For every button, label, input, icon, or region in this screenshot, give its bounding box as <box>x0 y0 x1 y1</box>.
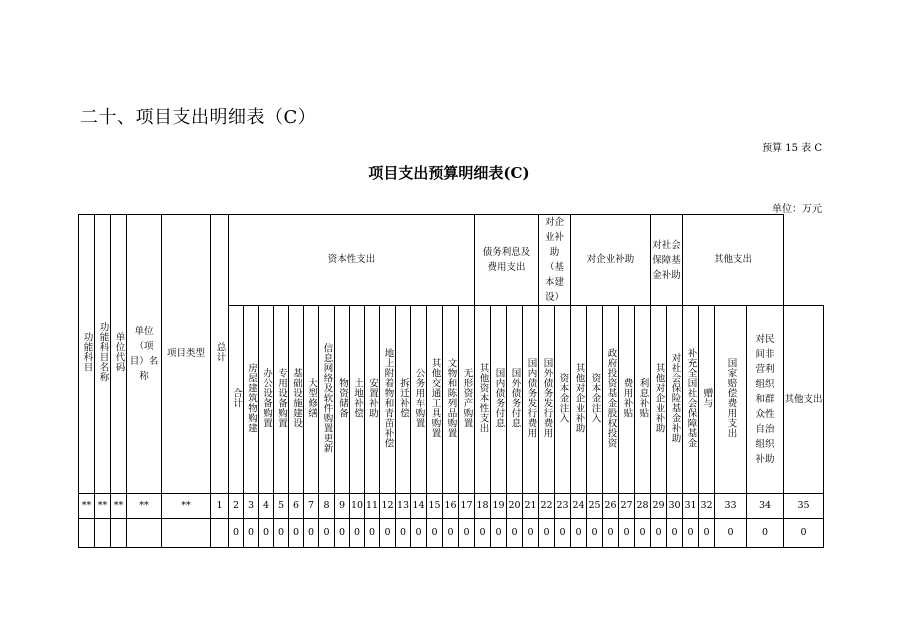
data-cell: 0 <box>380 519 396 548</box>
col-header: 政府投资基金股权投资 <box>603 306 619 494</box>
index-cell: 23 <box>555 494 571 519</box>
index-cell: 12 <box>380 494 396 519</box>
index-cell: 18 <box>475 494 491 519</box>
index-cell: 11 <box>365 494 380 519</box>
group-ent-capital: 对企业补助（基本建设） <box>539 215 571 306</box>
col-header: 办公设备购置 <box>259 306 274 494</box>
data-cell: 0 <box>244 519 259 548</box>
index-cell: 24 <box>571 494 587 519</box>
data-cell: 0 <box>784 519 824 548</box>
index-cell: 3 <box>244 494 259 519</box>
data-cell: 0 <box>539 519 555 548</box>
index-cell: 27 <box>619 494 635 519</box>
data-cell: 0 <box>289 519 304 548</box>
data-cell: 0 <box>459 519 475 548</box>
data-cell: 0 <box>603 519 619 548</box>
data-cell <box>95 519 111 548</box>
index-cell: 32 <box>699 494 715 519</box>
index-cell: 35 <box>784 494 824 519</box>
col-header: 国外债务付息 <box>507 306 523 494</box>
col-header: 信息网络及软件购置更新 <box>319 306 335 494</box>
index-cell: 19 <box>491 494 507 519</box>
index-cell: 13 <box>396 494 411 519</box>
data-cell: 0 <box>350 519 365 548</box>
col-header: 资本金注入 <box>555 306 571 494</box>
data-cell: 0 <box>587 519 603 548</box>
data-cell: 0 <box>229 519 244 548</box>
index-cell: 34 <box>747 494 784 519</box>
col-header: 利息补贴 <box>635 306 651 494</box>
index-cell: ** <box>162 494 211 519</box>
col-header: 合计 <box>229 306 244 494</box>
data-cell: 0 <box>491 519 507 548</box>
unit-label: 单位：万元 <box>772 204 822 215</box>
index-cell: 31 <box>683 494 699 519</box>
data-cell: 0 <box>571 519 587 548</box>
index-cell: ** <box>95 494 111 519</box>
index-cell: 6 <box>289 494 304 519</box>
col-header: 其他对企业补助 <box>571 306 587 494</box>
data-cell <box>162 519 211 548</box>
data-cell: 0 <box>259 519 274 548</box>
index-cell: 4 <box>259 494 274 519</box>
header-project-type: 项目类型 <box>162 215 211 494</box>
index-cell: 28 <box>635 494 651 519</box>
col-header: 物资储备 <box>335 306 350 494</box>
col-header: 对社会保险基金补助 <box>667 306 683 494</box>
data-cell <box>211 519 229 548</box>
index-cell: 9 <box>335 494 350 519</box>
col-header: 国内债务发行费用 <box>523 306 539 494</box>
index-cell: 29 <box>651 494 667 519</box>
index-cell: 7 <box>304 494 319 519</box>
index-cell: ** <box>111 494 127 519</box>
index-cell: 8 <box>319 494 335 519</box>
section-title: 二十、项目支出明细表（C） <box>80 107 317 128</box>
col-header: 地上附着物和青苗补偿 <box>380 306 396 494</box>
group-other: 其他支出 <box>683 215 784 306</box>
data-cell: 0 <box>683 519 699 548</box>
col-header: 公务用车购置 <box>411 306 427 494</box>
data-cell: 0 <box>319 519 335 548</box>
col-header: 其他支出 <box>784 306 824 494</box>
index-cell: 2 <box>229 494 244 519</box>
data-cell <box>111 519 127 548</box>
header-func-code: 功能科目 <box>79 215 95 494</box>
col-header: 赠与 <box>699 306 715 494</box>
col-header: 其他对企业补助 <box>651 306 667 494</box>
col-header: 对民间非营利组织和群众性自治组织补助 <box>747 306 784 494</box>
group-debt: 债务利息及费用支出 <box>475 215 539 306</box>
data-cell: 0 <box>555 519 571 548</box>
data-cell: 0 <box>304 519 319 548</box>
index-cell: 1 <box>211 494 229 519</box>
data-cell: 0 <box>667 519 683 548</box>
index-cell: 30 <box>667 494 683 519</box>
index-cell: 33 <box>715 494 747 519</box>
data-cell: 0 <box>443 519 459 548</box>
header-func-name: 功能科目名称 <box>95 215 111 494</box>
data-cell: 0 <box>365 519 380 548</box>
header-unit-code: 单位代码 <box>111 215 127 494</box>
index-cell: 26 <box>603 494 619 519</box>
data-cell: 0 <box>274 519 289 548</box>
index-cell: 22 <box>539 494 555 519</box>
col-header: 资本金注入 <box>587 306 603 494</box>
data-cell: 0 <box>651 519 667 548</box>
data-cell: 0 <box>475 519 491 548</box>
col-header: 补充全国社会保障基金 <box>683 306 699 494</box>
col-header: 拆迁补偿 <box>396 306 411 494</box>
data-cell: 0 <box>619 519 635 548</box>
group-social: 对社会保障基金补助 <box>651 215 683 306</box>
index-row <box>79 494 824 519</box>
index-cell: 17 <box>459 494 475 519</box>
col-header: 基础设施建设 <box>289 306 304 494</box>
data-cell: 0 <box>396 519 411 548</box>
budget-table <box>78 214 824 548</box>
header-total: 总计 <box>211 215 229 494</box>
index-cell: 25 <box>587 494 603 519</box>
table-number: 预算 15 表 C <box>762 143 822 154</box>
col-header: 其他资本性支出 <box>475 306 491 494</box>
data-cell: 0 <box>523 519 539 548</box>
data-cell: 0 <box>411 519 427 548</box>
col-header: 国内债务付息 <box>491 306 507 494</box>
col-header: 国家赔偿费用支出 <box>715 306 747 494</box>
data-cell <box>127 519 162 548</box>
col-header: 其他交通工具购置 <box>427 306 443 494</box>
data-cell: 0 <box>427 519 443 548</box>
group-ent-subsidy: 对企业补助 <box>571 215 651 306</box>
data-cell: 0 <box>335 519 350 548</box>
index-cell: 16 <box>443 494 459 519</box>
group-capital: 资本性支出 <box>229 215 475 306</box>
col-header: 无形资产购置 <box>459 306 475 494</box>
col-header: 房屋建筑物购建 <box>244 306 259 494</box>
data-cell: 0 <box>635 519 651 548</box>
index-cell: 15 <box>427 494 443 519</box>
data-cell: 0 <box>715 519 747 548</box>
index-cell: 21 <box>523 494 539 519</box>
index-cell: 20 <box>507 494 523 519</box>
data-cell <box>79 519 95 548</box>
col-header: 国外债务发行费用 <box>539 306 555 494</box>
index-cell: ** <box>127 494 162 519</box>
index-cell: 10 <box>350 494 365 519</box>
index-cell: 14 <box>411 494 427 519</box>
index-cell: ** <box>79 494 95 519</box>
header-unit-name: 单位（项目）名称 <box>127 215 162 494</box>
data-row <box>79 519 824 548</box>
col-header: 费用补贴 <box>619 306 635 494</box>
col-header: 专用设备购置 <box>274 306 289 494</box>
col-header: 文物和陈列品购置 <box>443 306 459 494</box>
col-header: 土地补偿 <box>350 306 365 494</box>
data-cell: 0 <box>699 519 715 548</box>
col-header: 安置补助 <box>365 306 380 494</box>
index-cell: 5 <box>274 494 289 519</box>
data-cell: 0 <box>747 519 784 548</box>
data-cell: 0 <box>507 519 523 548</box>
col-header: 大型修缮 <box>304 306 319 494</box>
page-title: 项目支出预算明细表(C) <box>368 164 530 182</box>
